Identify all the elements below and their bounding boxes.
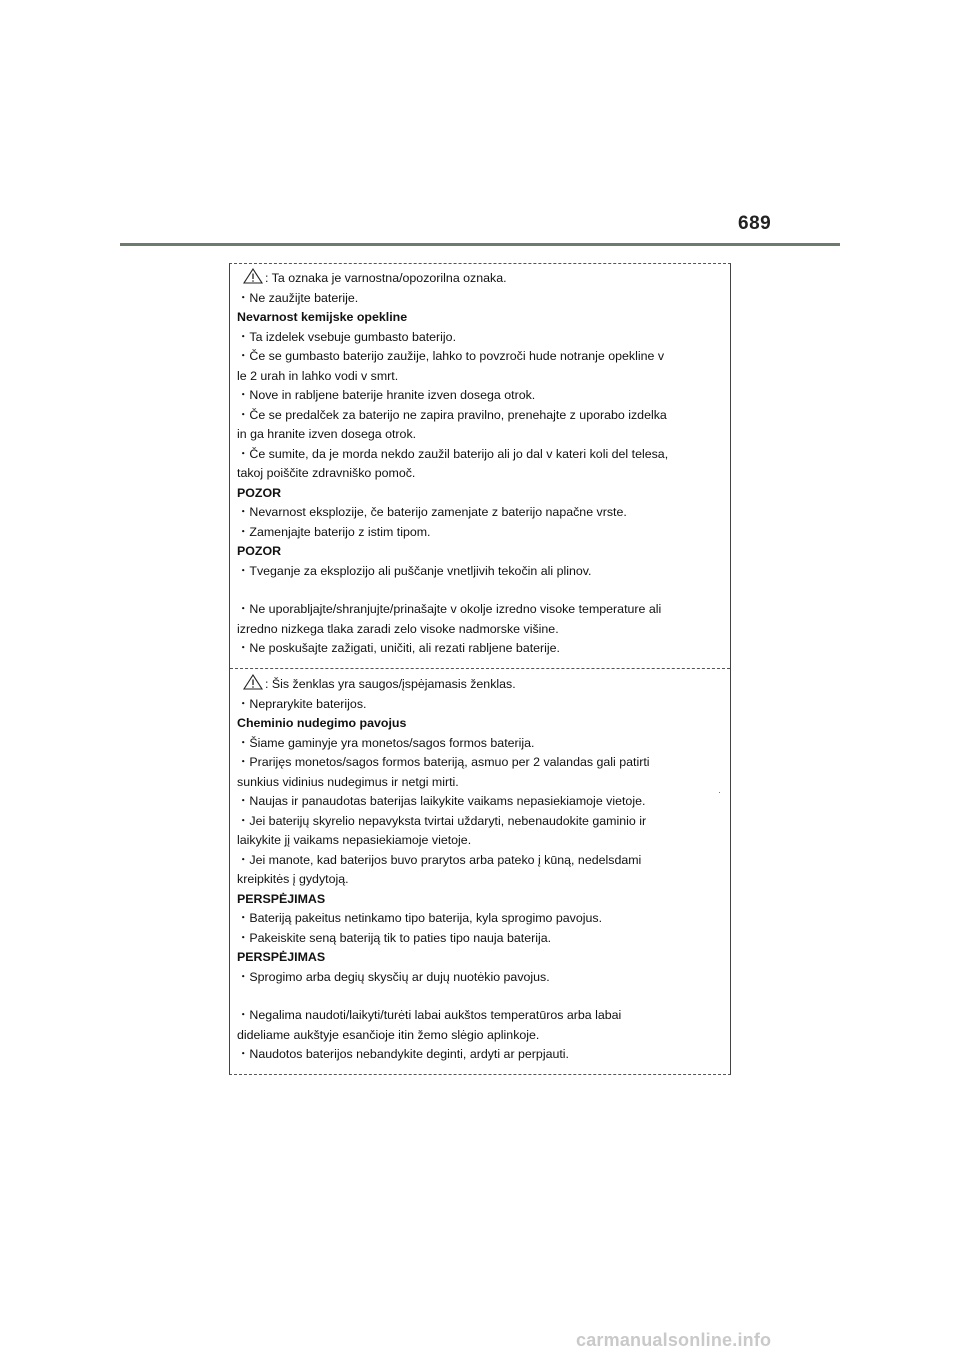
warning-section-lithuanian [237, 674, 723, 1065]
text-line: ・Ne poskušajte zažigati, uničiti, ali rezati rabljene baterije. [237, 641, 561, 655]
text-line: ・Tveganje za eksplozijo ali puščanje vnetljivih tekočin ali plinov. [237, 563, 592, 578]
text-line: ・Pakeiskite seną bateriją tik to paties tipo nauja baterija. [237, 930, 552, 945]
text-line: ・Jei manote, kad baterijos buvo prarytos arba pateko į kūną, nedelsdami [237, 852, 642, 867]
site-watermark: carmanualsonline.info [576, 1330, 772, 1350]
warning-intro-text: : Šis ženklas yra saugos/įspėjamasis ženklas. [265, 677, 516, 691]
warning-intro-text: : Ta oznaka je varnostna/opozorilna oznaka. [265, 271, 507, 285]
text-line: le 2 urah in lahko vodi v smrt. [237, 368, 399, 383]
header-rule [120, 243, 840, 246]
subheading: PERSPĖJIMAS [237, 891, 326, 906]
warning-intro-line [237, 268, 723, 289]
text-line: ・Če se gumbasto baterijo zaužije, lahko to povzroči hude notranje opekline v [237, 349, 665, 363]
warning-intro-line [237, 674, 723, 695]
text-line: takoj poiščite zdravniško pomoč. [237, 466, 416, 480]
warning-section-slovenian [237, 268, 723, 659]
text-line: ・Zamenjajte baterijo z istim tipom. [237, 524, 431, 539]
warning-triangle-icon [243, 268, 263, 284]
subheading: POZOR [237, 544, 282, 558]
text-line: ・Ne zaužijte baterije. [237, 290, 359, 305]
text-line: ・Ta izdelek vsebuje gumbasto baterijo. [237, 329, 457, 344]
text-line: ・Prarijęs monetos/sagos formos bateriją, asmuo per 2 valandas gali patirti [237, 755, 650, 769]
section-divider [230, 668, 730, 669]
subheading: POZOR [237, 485, 282, 500]
text-line: sunkius vidinius nudegimus ir netgi mirti. [237, 774, 459, 789]
text-line: ・Nove in rabljene baterije hranite izven dosega otrok. [237, 388, 536, 402]
text-line: ・Bateriją pakeitus netinkamo tipo baterija, kyla sprogimo pavojus. [237, 911, 603, 925]
text-line: ・Če se predalček za baterijo ne zapira pravilno, prenehajte z uporabo izdelka [237, 407, 667, 422]
text-line: dideliame aukštyje esančioje itin žemo slėgio aplinkoje. [237, 1027, 540, 1042]
text-line: ・Naudotos baterijos nebandykite deginti, ardyti ar perpjauti. [237, 1047, 569, 1061]
text-line: izredno nizkega tlaka zaradi zelo visoke nadmorske višine. [237, 621, 559, 636]
text-line: ・Naujas ir panaudotas baterijas laikykite vaikams nepasiekiamoje vietoje. [237, 794, 646, 808]
stray-dot [719, 792, 720, 793]
subheading: Nevarnost kemijske opekline [237, 310, 408, 324]
warning-box [229, 263, 731, 1075]
text-line: ・Če sumite, da je morda nekdo zaužil baterijo ali jo dal v kateri koli del telesa, [237, 446, 669, 461]
subheading: PERSPĖJIMAS [237, 950, 326, 964]
subheading: Cheminio nudegimo pavojus [237, 716, 407, 730]
text-line: laikykite jį vaikams nepasiekiamoje vietoje. [237, 833, 472, 847]
text-line: ・Šiame gaminyje yra monetos/sagos formos baterija. [237, 735, 535, 750]
text-line: in ga hranite izven dosega otrok. [237, 427, 417, 441]
text-line: kreipkitės į gydytoją. [237, 872, 349, 886]
page-number: 689 [738, 213, 772, 234]
warning-triangle-icon [243, 674, 263, 690]
text-line: ・Sprogimo arba degių skysčių ar dujų nuotėkio pavojus. [237, 969, 550, 984]
text-line: ・Ne uporabljajte/shranjujte/prinašajte v okolje izredno visoke temperature ali [237, 602, 662, 616]
text-line: ・Jei baterijų skyrelio nepavyksta tvirtai uždaryti, nebenaudokite gaminio ir [237, 813, 647, 828]
text-line: ・Neprarykite baterijos. [237, 696, 367, 711]
text-line: ・Negalima naudoti/laikyti/turėti labai aukštos temperatūros arba labai [237, 1008, 622, 1022]
text-line: ・Nevarnost eksplozije, če baterijo zamenjate z baterijo napačne vrste. [237, 505, 627, 519]
